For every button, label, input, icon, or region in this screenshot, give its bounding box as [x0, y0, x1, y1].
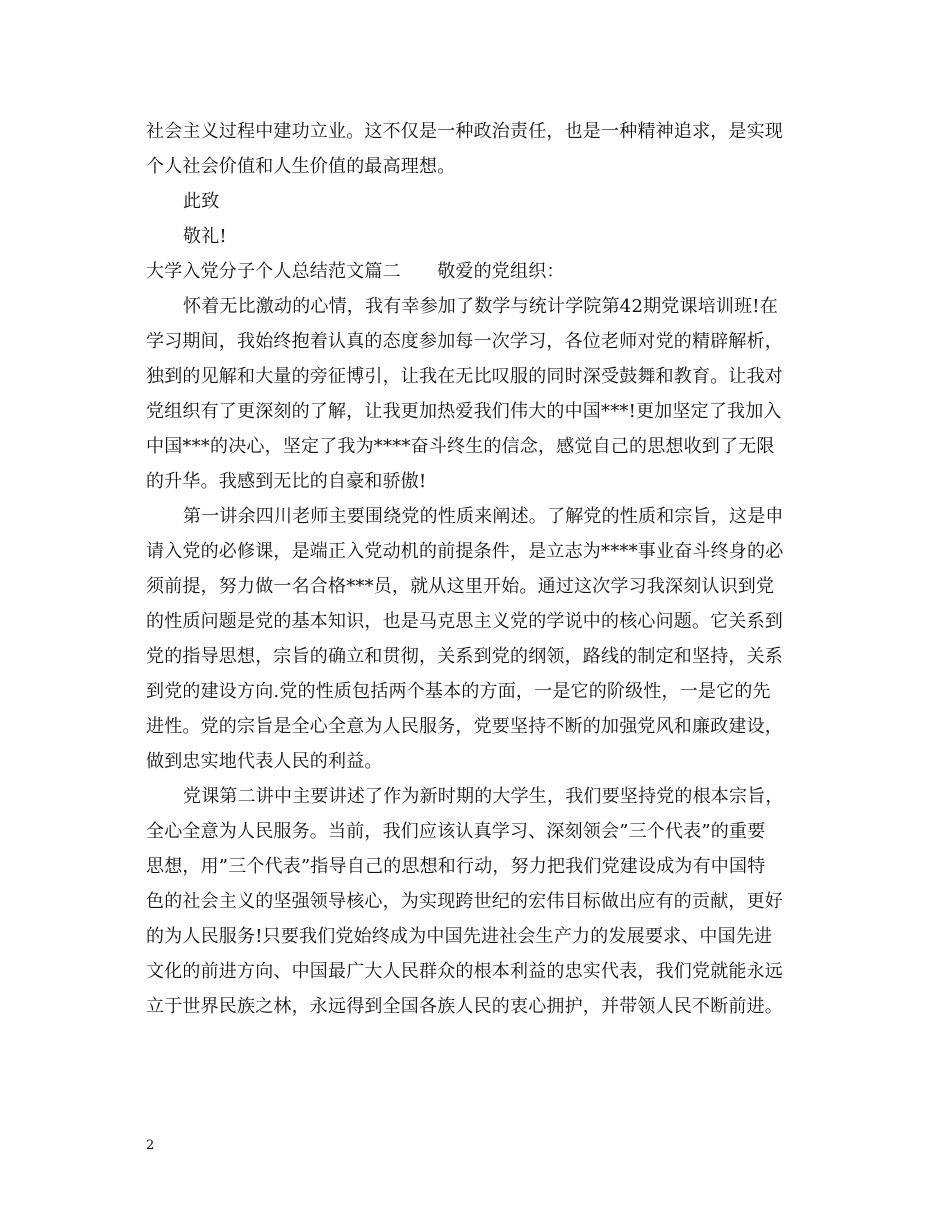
paragraph-line: 请入党的必修课，是端正入党动机的前提条件，是立志为****事业奋斗终身的必 [146, 541, 784, 562]
paragraph-line: 独到的见解和大量的旁征博引，让我在无比叹服的同时深受鼓舞和教育。让我对 [146, 366, 783, 387]
paragraph-line: 党的指导思想，宗旨的确立和贯彻，关系到党的纲领，路线的制定和坚持，关系 [146, 646, 783, 667]
page-number: 2 [146, 1138, 155, 1153]
paragraph-line: 全心全意为人民服务。当前，我们应该认真学习、深刻领会”三个代表”的重要 [146, 821, 766, 842]
section-heading: 大学入党分子个人总结范文篇二 敬爱的党组织： [146, 261, 565, 282]
paragraph-line: 立于世界民族之林，永远得到全国各族人民的衷心拥护，并带领人民不断前进。 [146, 996, 783, 1017]
paragraph-line: 进性。党的宗旨是全心全意为人民服务，党要坚持不断的加强党风和廉政建设， [146, 716, 783, 737]
paragraph-line: 思想，用”三个代表”指导自己的思想和行动，努力把我们党建设成为有中国特 [146, 856, 766, 877]
paragraph-line: 色的社会主义的坚强领导核心，为实现跨世纪的宏伟目标做出应有的贡献，更好 [146, 891, 783, 912]
paragraph-line: 党课第二讲中主要讲述了作为新时期的大学生，我们要坚持党的根本宗旨， [183, 786, 784, 807]
paragraph-line: 个人社会价值和人生价值的最高理想。 [146, 156, 456, 177]
paragraph-line: 的性质问题是党的基本知识，也是马克思主义党的学说中的核心问题。它关系到 [146, 611, 783, 632]
paragraph-line: 到党的建设方向.党的性质包括两个基本的方面，一是它的阶级性，一是它的先 [146, 681, 771, 702]
paragraph-line: 做到忠实地代表人民的利益。 [146, 751, 383, 772]
paragraph-line: 的升华。我感到无比的自豪和骄傲! [146, 471, 427, 492]
paragraph-line: 社会主义过程中建功立业。这不仅是一种政治责任，也是一种精神追求，是实现 [146, 121, 783, 142]
paragraph-line: 党组织有了更深刻的了解，让我更加热爱我们伟大的中国***!更加坚定了我加入 [146, 401, 782, 422]
paragraph-line: 学习期间，我始终抱着认真的态度参加每一次学习，各位老师对党的精辟解析， [146, 331, 783, 352]
paragraph-line: 须前提，努力做一名合格***员，就从这里开始。通过这次学习我深刻认识到党 [146, 576, 775, 597]
closing-line: 此致 [183, 191, 220, 212]
paragraph-line: 中国***的决心，坚定了我为****奋斗终生的信念，感觉自己的思想收到了无限 [146, 436, 775, 457]
closing-line: 敬礼! [183, 226, 227, 247]
paragraph-line: 的为人民服务!只要我们党始终成为中国先进社会生产力的发展要求、中国先进 [146, 926, 773, 947]
paragraph-line: 第一讲余四川老师主要围绕党的性质来阐述。了解党的性质和宗旨，这是申 [183, 506, 784, 527]
paragraph-line: 文化的前进方向、中国最广大人民群众的根本利益的忠实代表，我们党就能永远 [146, 961, 783, 982]
paragraph-line: 怀着无比激动的心情，我有幸参加了数学与统计学院第42期党课培训班!在 [183, 296, 778, 317]
